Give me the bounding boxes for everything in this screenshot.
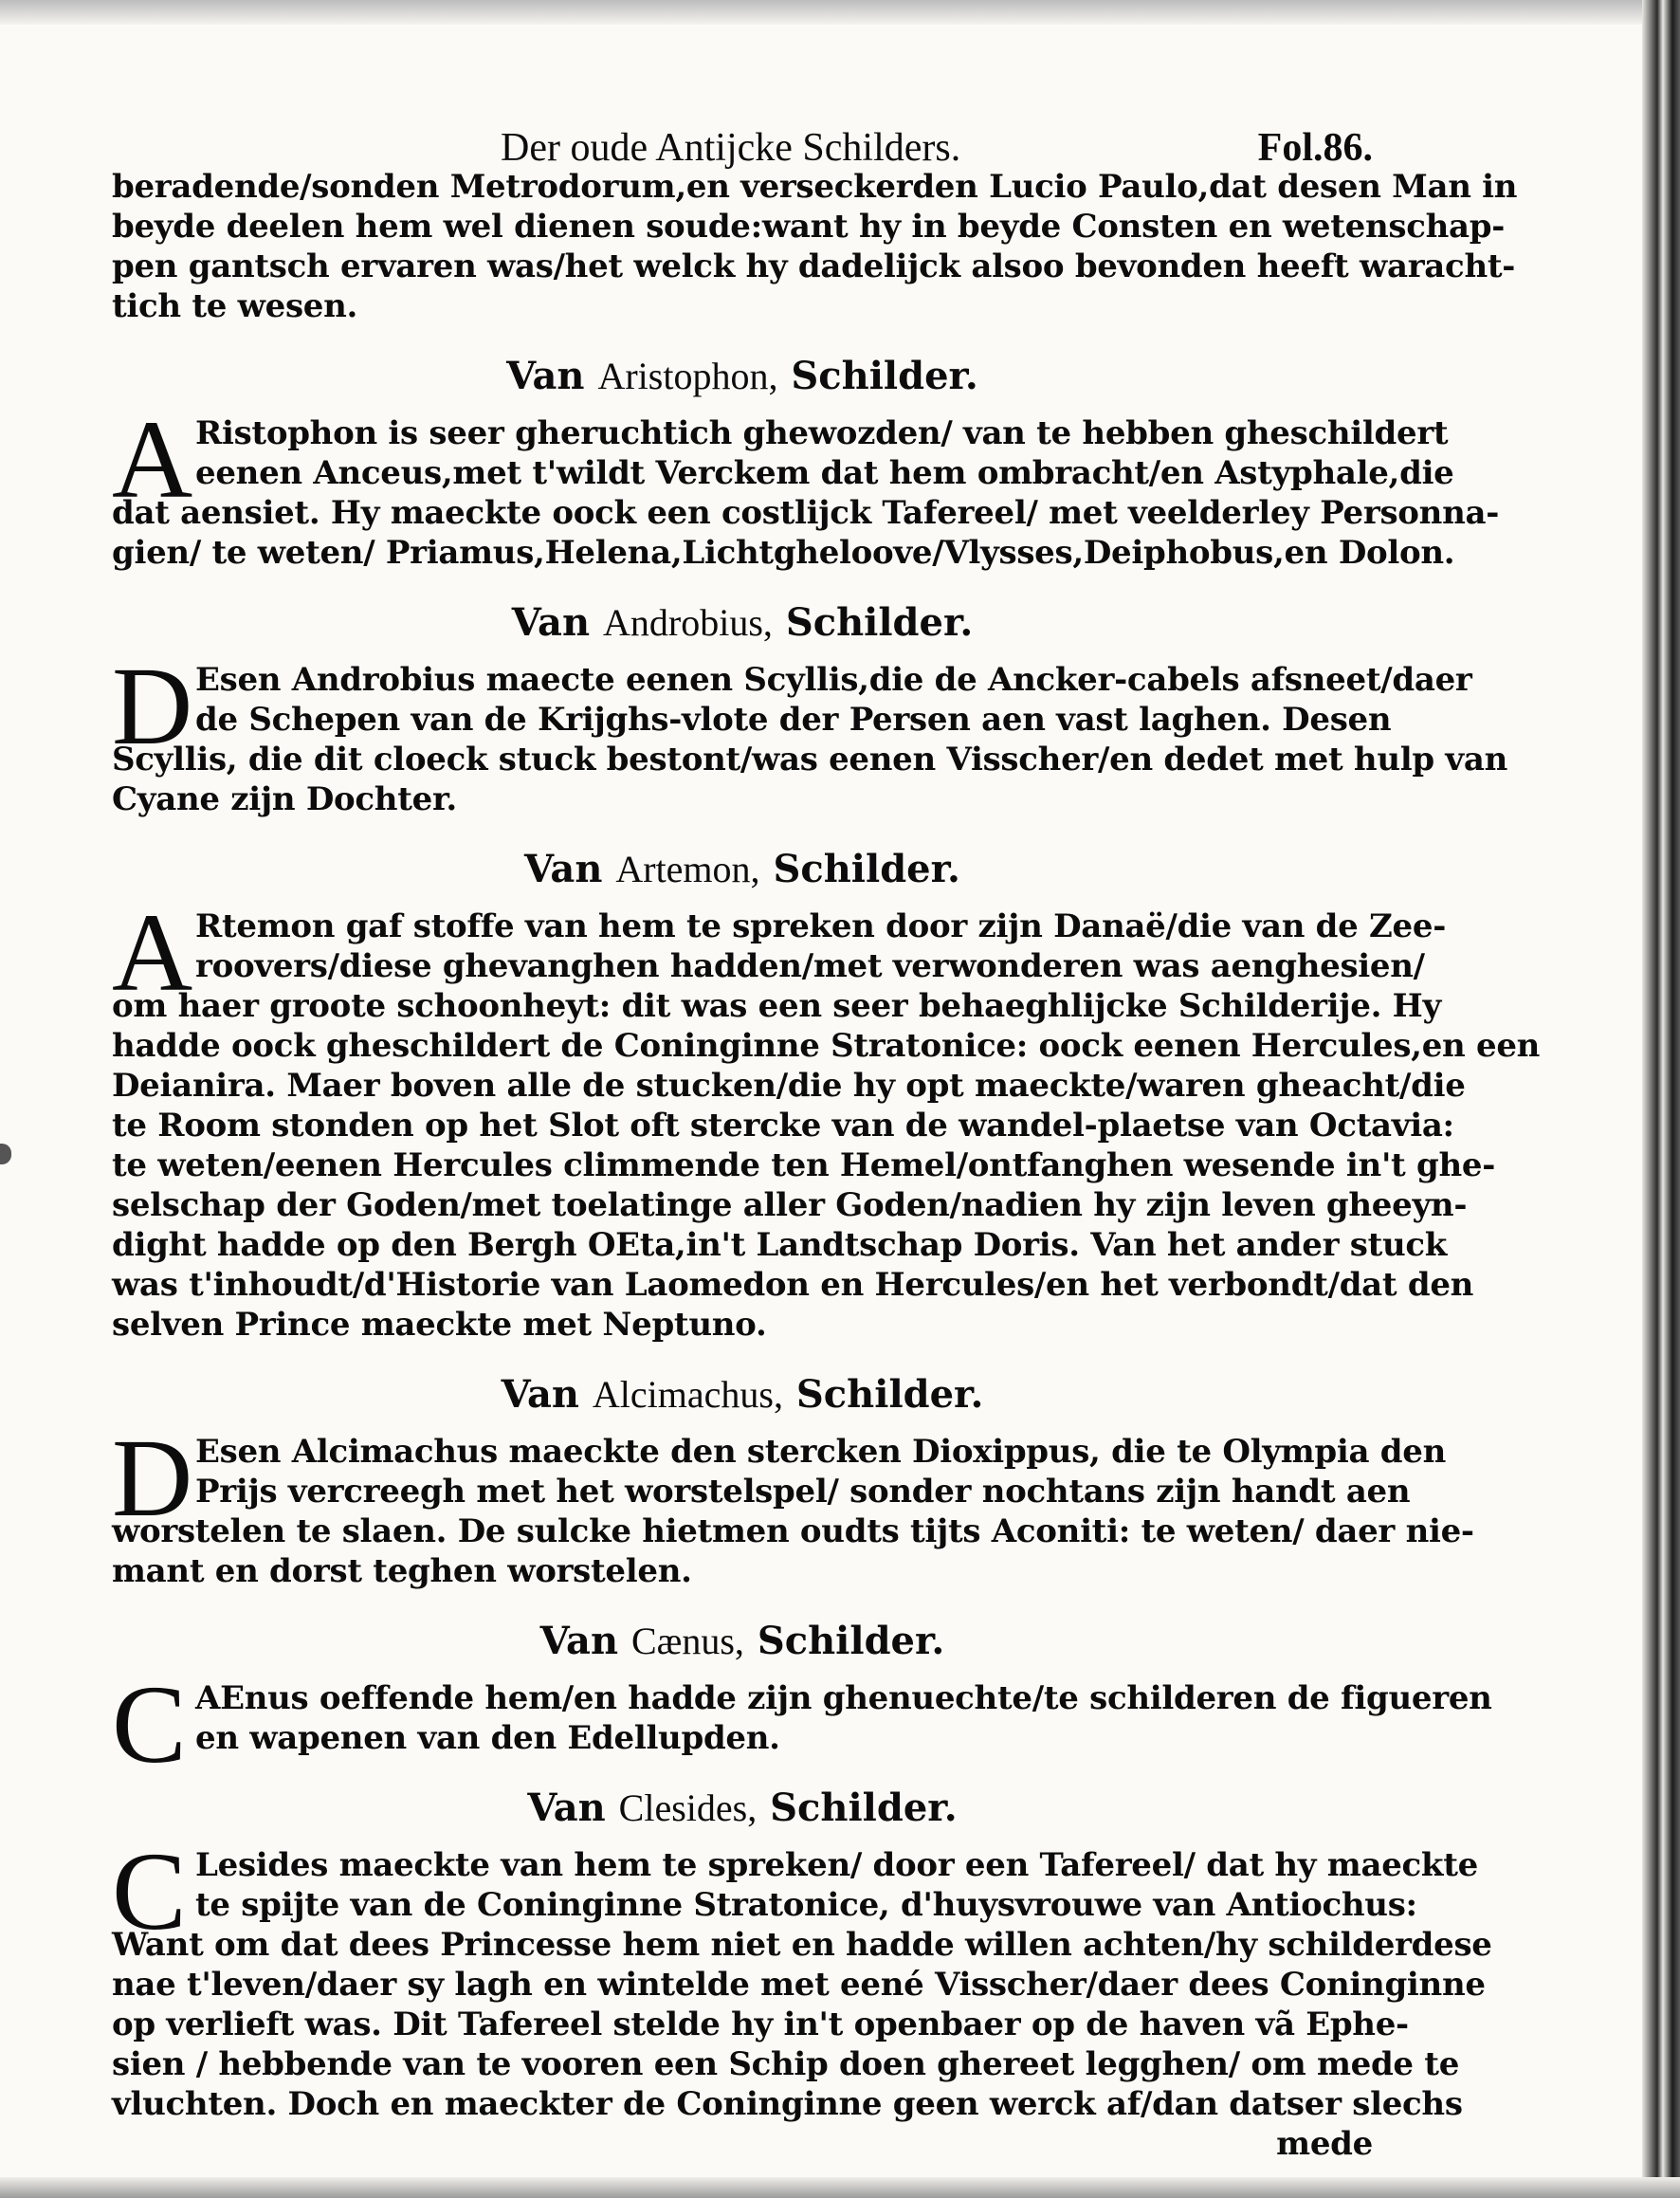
- drop-initial: D: [112, 644, 193, 768]
- heading-name: Artemon,: [615, 848, 760, 890]
- text-line: dat aensiet. Hy maeckte oock een costlijck Tafereel/ met veelderley Personna-: [112, 494, 1500, 532]
- text-line: nae t'leven/daer sy lagh en wintelde met eené Visscher/daer dees Coninginne: [112, 1966, 1486, 2004]
- text-line: roovers/diese ghevanghen hadden/met verwonderen was aenghesien/: [195, 947, 1425, 985]
- text-line: Ristophon is seer gheruchtich ghewozden/ van te hebben gheschildert: [195, 414, 1449, 452]
- text-line: beradende/sonden Metrodorum,en verseckerden Lucio Paulo,dat desen Man in: [112, 168, 1518, 206]
- text-line: Want om dat dees Princesse hem niet en hadde willen achten/hy schilderdese: [112, 1926, 1492, 1964]
- section-androbius: [112, 644, 1508, 819]
- drop-initial: A: [112, 397, 193, 522]
- drop-initial: C: [112, 1662, 187, 1786]
- text-line: te weten/eenen Hercules climmende ten Hemel/ontfanghen wesende in't ghe-: [112, 1146, 1496, 1184]
- text-line: te spijte van de Coninginne Stratonice, d'huysvrouwe van Antiochus:: [195, 1886, 1417, 1924]
- text-line: Rtemon gaf stoffe van hem te spreken door zijn Danaë/die van de Zee-: [195, 907, 1447, 945]
- text-line: beyde deelen hem wel dienen soude:want hy in beyde Consten en wetenschap-: [112, 208, 1506, 246]
- text-line: Deianira. Maer boven alle de stucken/die hy opt maeckte/waren gheacht/die: [112, 1067, 1466, 1105]
- text-line: Cyane zijn Dochter.: [112, 780, 457, 818]
- text-line: tich te wesen.: [112, 287, 358, 325]
- section-heading: [112, 349, 1373, 404]
- heading-prefix: Van: [501, 1372, 579, 1417]
- heading-prefix: Van: [539, 1619, 619, 1663]
- page-top-edge: [0, 0, 1680, 25]
- catchword: mede: [1276, 2125, 1373, 2163]
- body-text: [112, 167, 1541, 2164]
- section-alcimachus: [112, 1416, 1474, 1591]
- running-head-title: Der oude Antijcke Schilders.: [501, 126, 961, 170]
- heading-suffix: Schilder.: [773, 847, 960, 891]
- folio-number: Fol.86.: [1257, 126, 1373, 170]
- heading-suffix: Schilder.: [795, 1372, 984, 1417]
- text-line: worstelen te slaen. De sulcke hietmen oudts tijts Aconiti: te weten/ daer nie-: [112, 1512, 1474, 1550]
- text-line: op verlieft was. Dit Tafereel stelde hy in't openbaer op de haven vã Ephe-: [112, 2006, 1409, 2043]
- heading-suffix: Schilder.: [791, 354, 978, 398]
- drop-initial: A: [112, 890, 193, 1015]
- section-heading: [112, 1614, 1373, 1669]
- page-right-edge: [1642, 0, 1680, 2198]
- section-heading: [112, 842, 1373, 897]
- section-caenus: [112, 1662, 1492, 1786]
- heading-name: Clesides,: [618, 1786, 758, 1829]
- text-line: en wapenen van den Edellupden.: [195, 1719, 780, 1757]
- text-line: was t'inhoudt/d'Historie van Laomedon en Hercules/en het verbondt/dat den: [112, 1266, 1474, 1304]
- text-line: Prijs vercreegh met het worstelspel/ sonder nochtans zijn handt aen: [195, 1473, 1411, 1511]
- running-head: [112, 119, 1373, 173]
- section-heading: [112, 1367, 1373, 1422]
- text-line: AEnus oeffende hem/en hadde zijn ghenuechte/te schilderen de figueren: [195, 1679, 1492, 1717]
- heading-prefix: Van: [511, 600, 591, 645]
- text-line: eenen Anceus,met t'wildt Verckem dat hem ombracht/en Astyphale,die: [195, 454, 1454, 492]
- heading-prefix: Van: [506, 354, 585, 398]
- text-line: mant en dorst teghen worstelen.: [112, 1552, 692, 1590]
- intro-paragraph: [112, 167, 1518, 326]
- text-line: pen gantsch ervaren was/het welck hy dadelijck alsoo bevonden heeft waracht-: [112, 247, 1516, 285]
- text-line: dight hadde op den Bergh OEta,in't Landtschap Doris. Van het ander stuck: [112, 1226, 1448, 1264]
- heading-prefix: Van: [524, 847, 603, 891]
- text-line: Esen Alcimachus maeckte den stercken Dioxippus, die te Olympia den: [195, 1433, 1446, 1471]
- section-heading: [112, 595, 1373, 650]
- text-line: hadde oock gheschildert de Coninginne Stratonice: oock eenen Hercules,en een: [112, 1027, 1541, 1065]
- text-line: te Room stonden op het Slot oft stercke van de wandel-plaetse van Octavia:: [112, 1107, 1454, 1145]
- heading-suffix: Schilder.: [770, 1786, 958, 1830]
- heading-name: Alcimachus,: [592, 1373, 783, 1416]
- heading-suffix: Schilder.: [785, 600, 974, 645]
- text-line: selschap der Goden/met toelatinge aller Goden/nadien hy zijn leven gheeyn-: [112, 1186, 1468, 1224]
- heading-name: Cænus,: [630, 1620, 744, 1662]
- page-bottom-edge: [0, 2177, 1680, 2198]
- heading-name: Androbius,: [603, 601, 773, 644]
- text-line: Lesides maeckte van hem te spreken/ door een Tafereel/ dat hy maeckte: [195, 1846, 1478, 1884]
- section-heading: [112, 1781, 1373, 1836]
- margin-mark: [0, 1144, 11, 1164]
- drop-initial: C: [112, 1829, 187, 1953]
- section-clesides: [112, 1829, 1492, 2164]
- text-line: sien / hebbende van te vooren een Schip doen ghereet legghen/ om mede te: [112, 2045, 1460, 2083]
- section-artemon: [112, 890, 1541, 1345]
- section-aristophon: [112, 397, 1500, 573]
- text-line: vluchten. Doch en maeckter de Coninginne geen werck af/dan datser slechs: [112, 2085, 1463, 2123]
- text-line: de Schepen van de Krijghs-vlote der Persen aen vast laghen. Desen: [195, 701, 1392, 739]
- heading-name: Aristophon,: [597, 355, 778, 397]
- text-line: selven Prince maeckte met Neptuno.: [112, 1306, 767, 1344]
- heading-prefix: Van: [527, 1786, 606, 1830]
- text-line: om haer groote schoonheyt: dit was een seer behaeghlijcke Schilderije. Hy: [112, 987, 1441, 1025]
- drop-initial: D: [112, 1416, 193, 1540]
- text-line: gien/ te weten/ Priamus,Helena,Lichtgheloove/Vlysses,Deiphobus,en Dolon.: [112, 534, 1455, 572]
- heading-suffix: Schilder.: [757, 1619, 945, 1663]
- text-line: Scyllis, die dit cloeck stuck bestont/was eenen Visscher/en dedet met hulp van: [112, 741, 1508, 778]
- text-line: Esen Androbius maecte eenen Scyllis,die de Ancker-cabels afsneet/daer: [195, 661, 1472, 699]
